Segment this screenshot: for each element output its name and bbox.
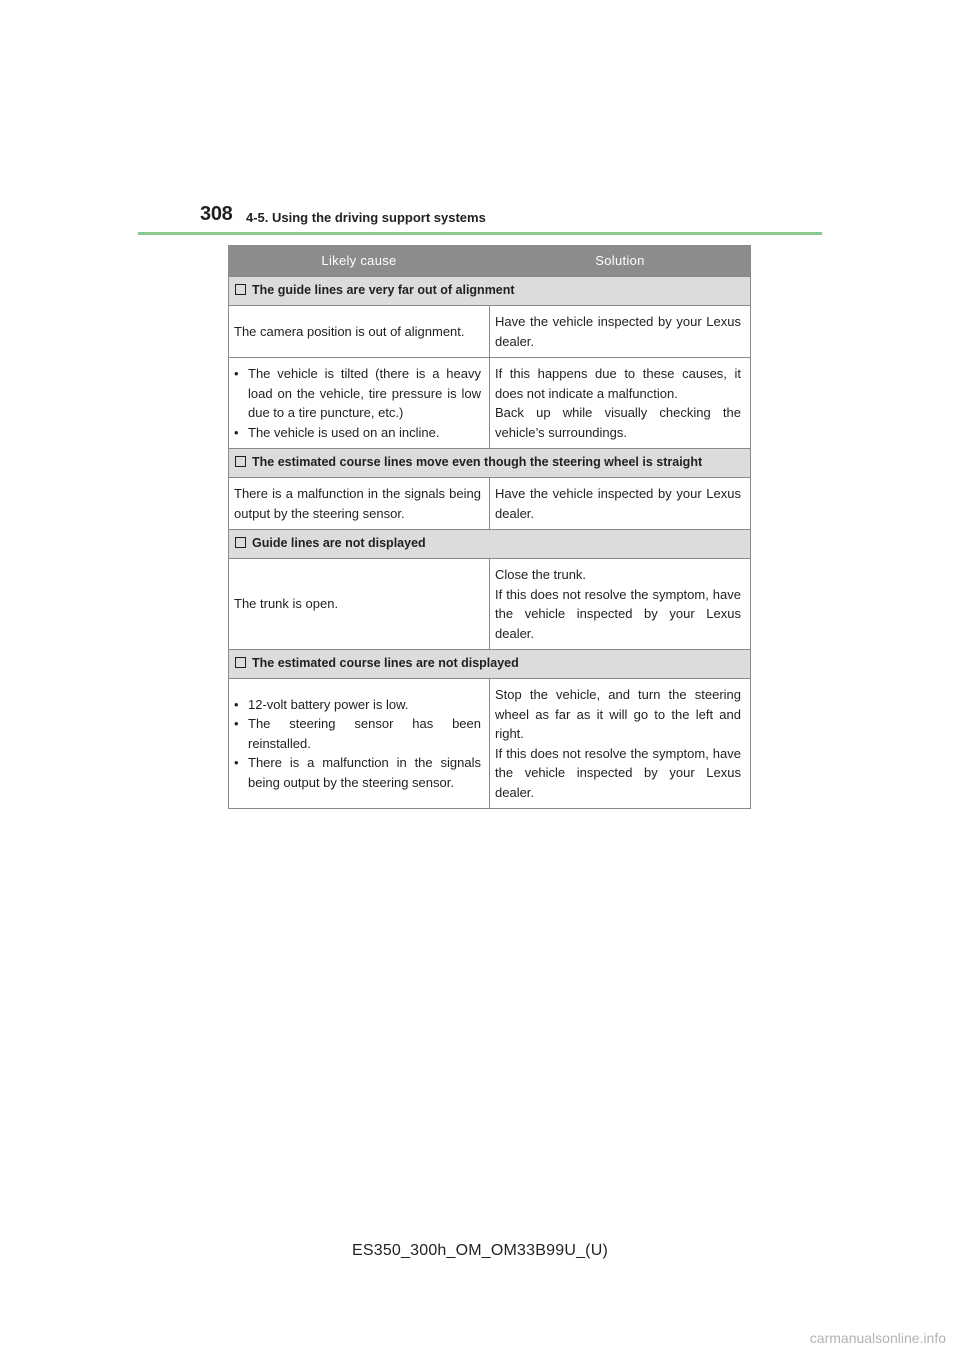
cause-cell <box>229 679 490 809</box>
table-row <box>229 478 751 530</box>
group-title: The estimated course lines move even though the steering wheel is straight <box>252 455 703 470</box>
group-header-row <box>229 650 751 679</box>
page-header <box>0 0 960 240</box>
cause-cell <box>229 478 490 530</box>
checkbox-square-icon <box>235 657 246 668</box>
cause-text: The trunk is open. <box>234 596 339 612</box>
solution-text: If this does not resolve the symptom, have the vehicle inspected by your Lexus dealer. <box>495 745 741 800</box>
solution-text: If this does not resolve the symptom, have the vehicle inspected by your Lexus dealer. <box>495 586 741 641</box>
solution-text: Back up while visually checking the vehicle’s surroundings. <box>495 405 741 440</box>
solution-text: Have the vehicle inspected by your Lexus dealer. <box>495 486 741 521</box>
cause-cell <box>229 306 490 358</box>
group-header-cell <box>229 449 751 478</box>
solution-text: Have the vehicle inspected by your Lexus dealer. <box>495 314 741 349</box>
cause-text: The camera position is out of alignment. <box>234 323 465 339</box>
table-row <box>229 559 751 650</box>
table-header-row <box>229 246 751 277</box>
solution-cell <box>490 306 751 358</box>
group-header-row <box>229 449 751 478</box>
cause-bullet-list <box>234 695 481 793</box>
column-header-likely-cause: Likely cause <box>229 246 490 277</box>
solution-text: Stop the vehicle, and turn the steering wheel as far as it will go to the left and right. <box>495 687 741 741</box>
cause-cell <box>229 358 490 449</box>
solution-text: Close the trunk. <box>495 567 587 582</box>
group-title: Guide lines are not displayed <box>252 536 426 551</box>
cause-bullet: • The steering sensor has been reinstalled. <box>234 714 481 753</box>
troubleshooting-table <box>228 245 751 809</box>
table-row <box>229 679 751 809</box>
solution-cell <box>490 478 751 530</box>
group-title: The estimated course lines are not displayed <box>252 656 519 671</box>
site-watermark[interactable]: carmanualsonline.info <box>809 1330 946 1346</box>
group-header-cell <box>229 530 751 559</box>
solution-cell <box>490 358 751 449</box>
checkbox-square-icon <box>235 284 246 295</box>
solution-cell <box>490 679 751 809</box>
group-header-cell <box>229 277 751 306</box>
group-header-row <box>229 530 751 559</box>
checkbox-square-icon <box>235 537 246 548</box>
group-header-cell <box>229 650 751 679</box>
solution-text: If this happens due to these causes, it does not indicate a malfunction. <box>495 366 741 401</box>
cause-cell <box>229 559 490 650</box>
cause-bullet: • There is a malfunction in the signals being output by the steering sensor. <box>234 753 481 792</box>
cause-bullet: • The vehicle is used on an incline. <box>234 423 481 443</box>
solution-cell <box>490 559 751 650</box>
group-header-row <box>229 277 751 306</box>
section-title: 4-5. Using the driving support systems <box>246 210 486 225</box>
header-rule <box>138 232 822 235</box>
column-header-solution: Solution <box>490 246 751 277</box>
document-code: ES350_300h_OM_OM33B99U_(U) <box>351 1242 608 1259</box>
cause-bullet: • The vehicle is tilted (there is a heavy load on the vehicle, tire pressure is low due to a tire puncture, etc.) <box>234 364 481 423</box>
group-title: The guide lines are very far out of alignment <box>252 283 515 298</box>
cause-bullet-list <box>234 364 481 442</box>
checkbox-square-icon <box>235 456 246 467</box>
cause-bullet: • 12-volt battery power is low. <box>234 695 481 715</box>
page-number: 308 <box>200 203 233 225</box>
table-row <box>229 306 751 358</box>
cause-text: There is a malfunction in the signals being output by the steering sensor. <box>234 486 481 521</box>
table-row <box>229 358 751 449</box>
